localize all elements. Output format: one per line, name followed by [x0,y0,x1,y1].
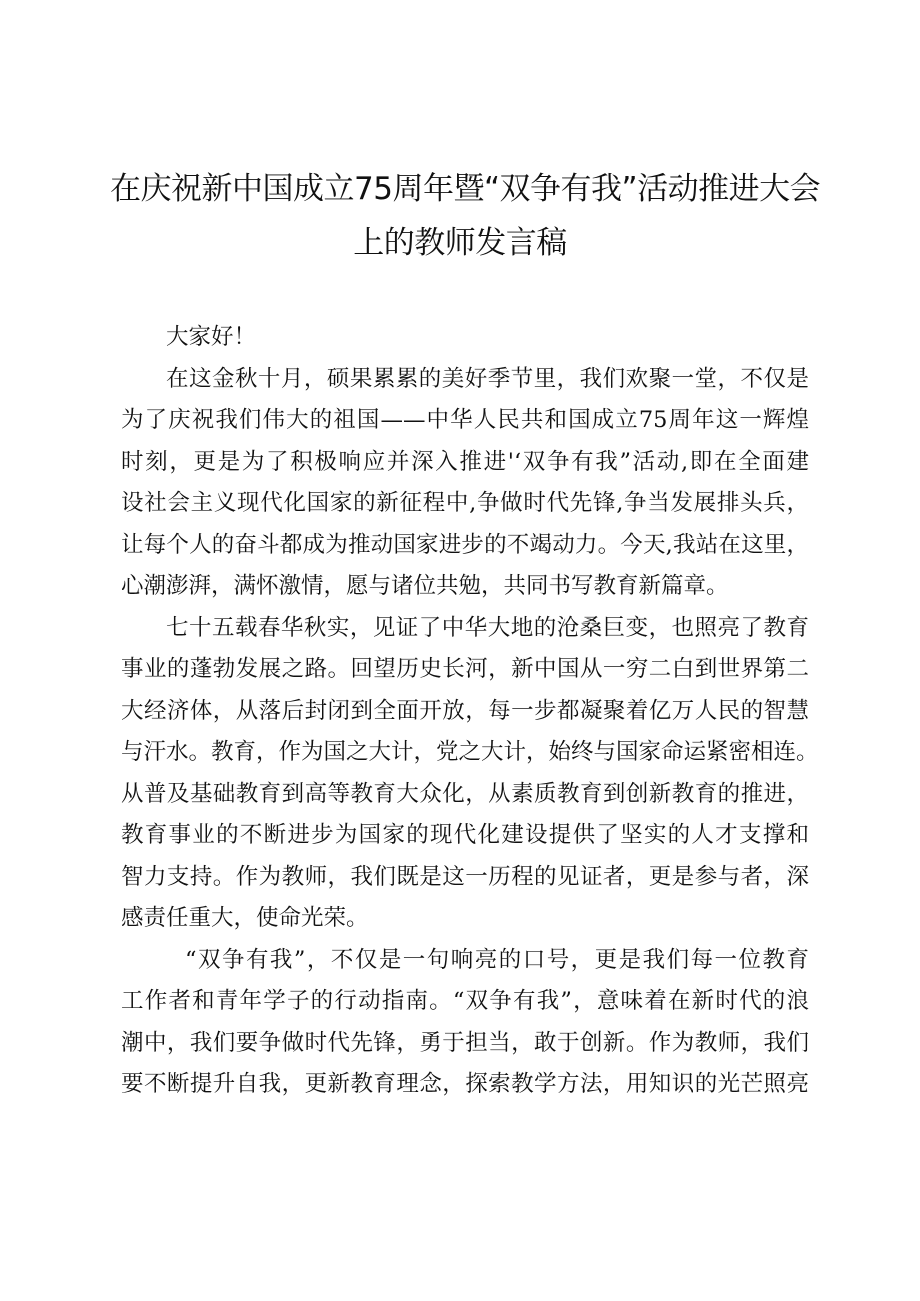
paragraph-line: 教育事业的不断进步为国家的现代化建设提供了坚实的人才支撑和 [121,822,809,848]
paragraph-line: 工作者和青年学子的行动指南。“双争有我”，意味着在新时代的浪 [121,988,809,1014]
paragraph-line: 七十五载春华秋实，见证了中华大地的沧桑巨变，也照亮了教育 [166,614,809,641]
greeting [121,317,809,359]
paragraph-line: 事业的蓬勃发展之路。回望历史长河，新中国从一穷二白到世界第二 [121,656,809,682]
paragraph-1 [121,359,809,608]
paragraph-line: 心潮澎湃，满怀激情，愿与诸位共勉，共同书写教育新篇章。 [121,573,729,599]
paragraph-line: 潮中，我们要争做时代先锋，勇于担当，敢于创新。作为教师，我们 [121,1029,809,1056]
paragraph-line: 大经济体，从落后封闭到全面开放，每一步都凝聚着亿万人民的智慧 [121,697,809,724]
paragraph-line: 让每个人的奋斗都成为推动国家进步的不竭动力。今天,我站在这里， [121,531,809,558]
paragraph-line: 要不断提升自我，更新教育理念，探索教学方法，用知识的光芒照亮 [121,1071,809,1097]
greeting-line: 大家好！ [166,324,257,350]
paragraph-line: 智力支持。作为教师，我们既是这一历程的见证者，更是参与者，深 [121,863,809,890]
paragraph-line: 从普及基础教育到高等教育大众化，从素质教育到创新教育的推进， [121,780,809,807]
paragraph-line: 时刻，更是为了积极响应并深入推进'‘双争有我”活动,即在全面建 [121,448,809,475]
paragraph-line: 在这金秋十月，硕果累累的美好季节里，我们欢聚一堂，不仅是 [166,365,809,392]
paragraph-line: 设社会主义现代化国家的新征程中,争做时代先锋,争当发展排头兵， [121,490,809,516]
paragraph-line: 为了庆祝我们伟大的祖国——中华人民共和国成立75周年这一辉煌 [121,407,809,433]
paragraph-3 [121,940,809,1106]
paragraph-2 [121,608,819,940]
paragraph-line: 与汗水。教育，作为国之大计，党之大计，始终与国家命运紧密相连。 [121,739,819,765]
title-line-1: 在庆祝新中国成立75周年暨“双争有我”活动推进大会 [110,171,821,207]
document-body [121,317,819,1106]
paragraph-line: “双争有我”，不仅是一句响亮的口号，更是我们每一位教育 [185,946,809,973]
document-title [110,168,821,264]
title-line-2: 上的教师发言稿 [353,225,567,261]
paragraph-line: 感责任重大，使命光荣。 [121,905,369,931]
